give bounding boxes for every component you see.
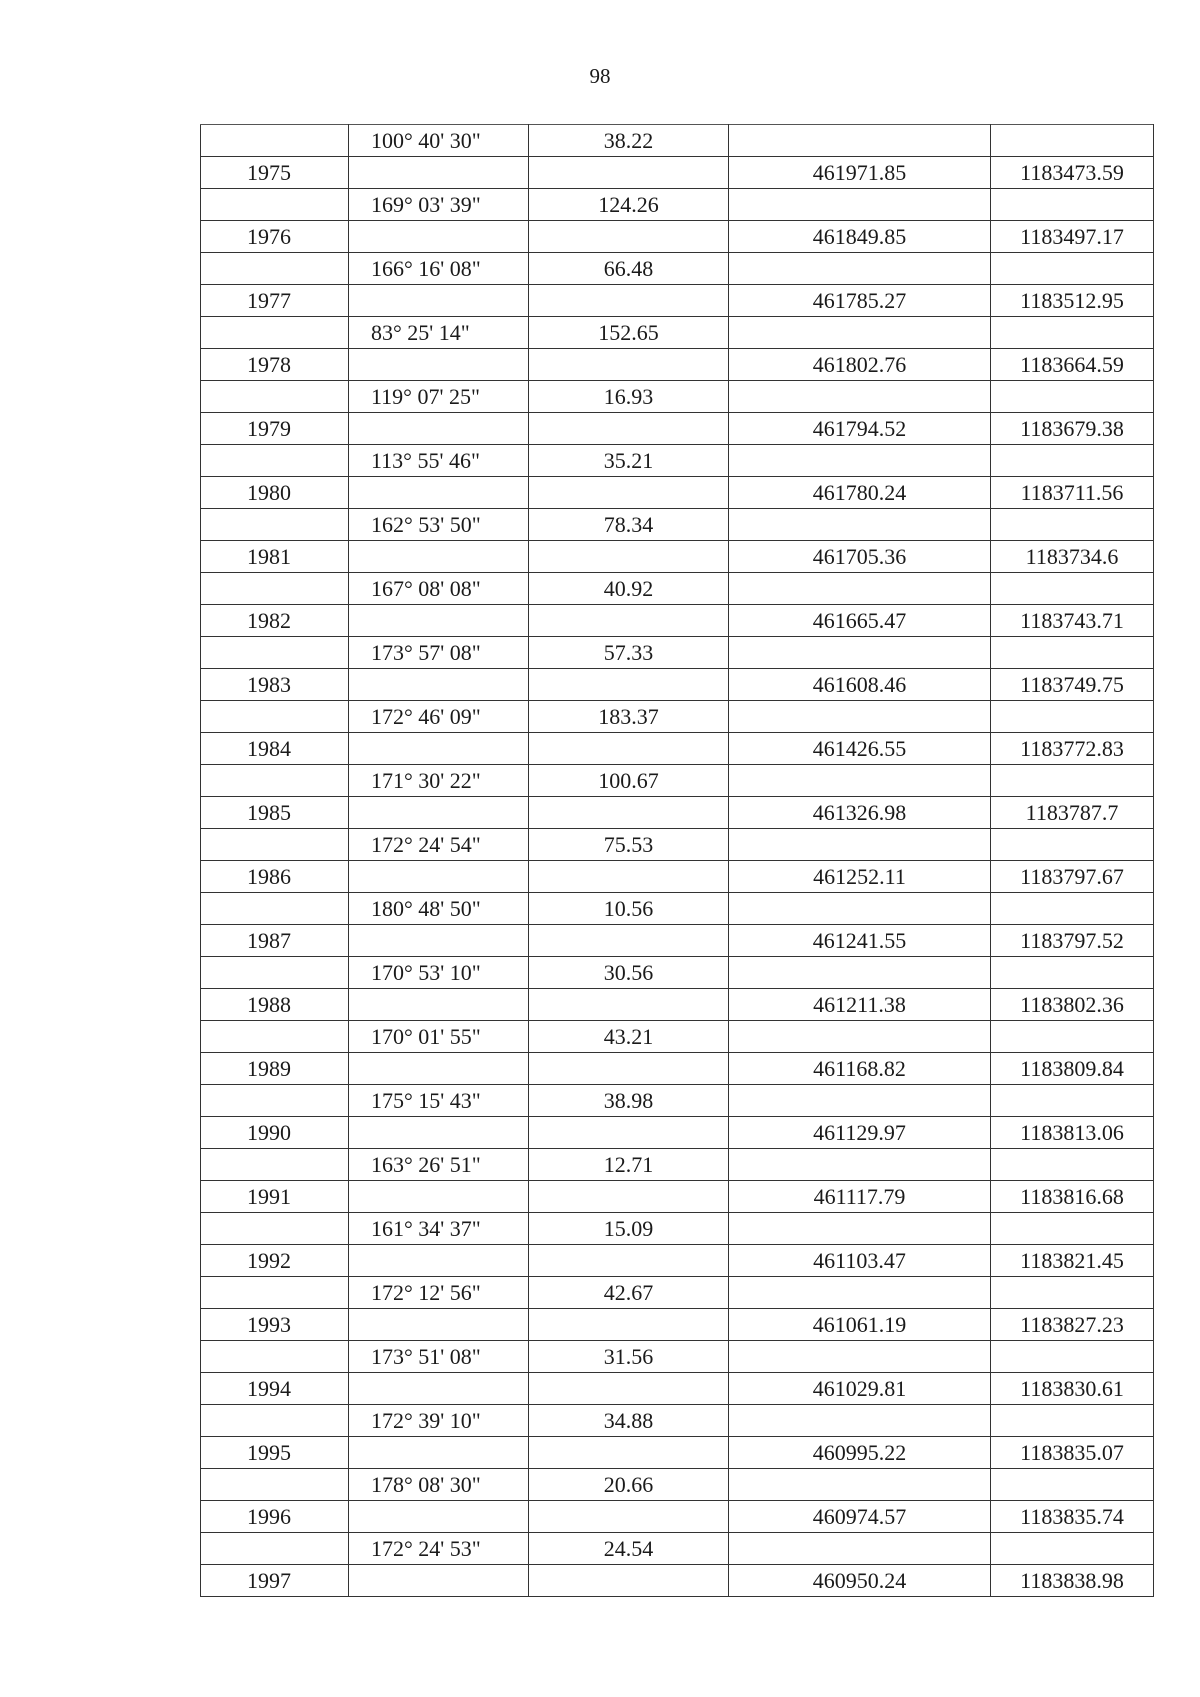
station-cell: 1982 xyxy=(201,605,349,637)
easting-cell: 1183827.23 xyxy=(991,1309,1154,1341)
station-cell: 1991 xyxy=(201,1181,349,1213)
northing-cell xyxy=(729,1085,991,1117)
northing-cell: 461129.97 xyxy=(729,1117,991,1149)
station-cell xyxy=(201,189,349,221)
station-cell xyxy=(201,637,349,669)
station-cell xyxy=(201,381,349,413)
point-row xyxy=(201,1373,1154,1405)
line-row xyxy=(201,701,1154,733)
station-cell xyxy=(201,1533,349,1565)
station-cell xyxy=(201,125,349,157)
distance-cell: 38.22 xyxy=(529,125,729,157)
easting-cell: 1183821.45 xyxy=(991,1245,1154,1277)
line-row xyxy=(201,957,1154,989)
line-row xyxy=(201,1149,1154,1181)
line-row xyxy=(201,125,1154,157)
distance-cell xyxy=(529,1565,729,1597)
station-cell: 1985 xyxy=(201,797,349,829)
bearing-cell: 172° 46' 09" xyxy=(349,701,529,733)
northing-cell: 461971.85 xyxy=(729,157,991,189)
distance-cell: 20.66 xyxy=(529,1469,729,1501)
distance-cell: 24.54 xyxy=(529,1533,729,1565)
distance-cell: 38.98 xyxy=(529,1085,729,1117)
bearing-cell xyxy=(349,349,529,381)
distance-cell xyxy=(529,285,729,317)
northing-cell xyxy=(729,1469,991,1501)
northing-cell xyxy=(729,1533,991,1565)
bearing-cell: 172° 12' 56" xyxy=(349,1277,529,1309)
line-row xyxy=(201,1405,1154,1437)
northing-cell xyxy=(729,189,991,221)
easting-cell xyxy=(991,1021,1154,1053)
northing-cell xyxy=(729,1149,991,1181)
northing-cell xyxy=(729,125,991,157)
bearing-cell xyxy=(349,413,529,445)
distance-cell: 183.37 xyxy=(529,701,729,733)
distance-cell: 31.56 xyxy=(529,1341,729,1373)
line-row xyxy=(201,381,1154,413)
line-row xyxy=(201,765,1154,797)
northing-cell: 461785.27 xyxy=(729,285,991,317)
line-row xyxy=(201,1213,1154,1245)
easting-cell xyxy=(991,893,1154,925)
bearing-cell: 173° 51' 08" xyxy=(349,1341,529,1373)
line-row xyxy=(201,893,1154,925)
northing-cell xyxy=(729,509,991,541)
northing-cell: 461849.85 xyxy=(729,221,991,253)
bearing-cell: 163° 26' 51" xyxy=(349,1149,529,1181)
distance-cell xyxy=(529,1501,729,1533)
northing-cell: 461794.52 xyxy=(729,413,991,445)
northing-cell xyxy=(729,1021,991,1053)
station-cell xyxy=(201,957,349,989)
easting-cell: 1183734.6 xyxy=(991,541,1154,573)
distance-cell: 75.53 xyxy=(529,829,729,861)
distance-cell: 12.71 xyxy=(529,1149,729,1181)
easting-cell xyxy=(991,445,1154,477)
bearing-cell xyxy=(349,285,529,317)
distance-cell xyxy=(529,157,729,189)
northing-cell: 461241.55 xyxy=(729,925,991,957)
northing-cell: 461780.24 xyxy=(729,477,991,509)
point-row xyxy=(201,1309,1154,1341)
station-cell: 1975 xyxy=(201,157,349,189)
bearing-cell xyxy=(349,733,529,765)
station-cell: 1994 xyxy=(201,1373,349,1405)
bearing-cell: 170° 53' 10" xyxy=(349,957,529,989)
northing-cell xyxy=(729,1277,991,1309)
bearing-cell: 167° 08' 08" xyxy=(349,573,529,605)
easting-cell xyxy=(991,1533,1154,1565)
northing-cell xyxy=(729,1405,991,1437)
distance-cell xyxy=(529,861,729,893)
easting-cell xyxy=(991,957,1154,989)
line-row xyxy=(201,1021,1154,1053)
distance-cell xyxy=(529,221,729,253)
station-cell: 1987 xyxy=(201,925,349,957)
line-row xyxy=(201,1341,1154,1373)
station-cell: 1996 xyxy=(201,1501,349,1533)
station-cell xyxy=(201,893,349,925)
northing-cell: 460995.22 xyxy=(729,1437,991,1469)
northing-cell: 461117.79 xyxy=(729,1181,991,1213)
station-cell: 1983 xyxy=(201,669,349,701)
easting-cell: 1183787.7 xyxy=(991,797,1154,829)
bearing-cell xyxy=(349,1117,529,1149)
bearing-cell xyxy=(349,797,529,829)
distance-cell: 34.88 xyxy=(529,1405,729,1437)
easting-cell: 1183838.98 xyxy=(991,1565,1154,1597)
station-cell: 1978 xyxy=(201,349,349,381)
distance-cell xyxy=(529,925,729,957)
distance-cell: 152.65 xyxy=(529,317,729,349)
point-row xyxy=(201,285,1154,317)
distance-cell xyxy=(529,669,729,701)
point-row xyxy=(201,1181,1154,1213)
bearing-cell: 171° 30' 22" xyxy=(349,765,529,797)
distance-cell: 10.56 xyxy=(529,893,729,925)
bearing-cell xyxy=(349,1181,529,1213)
station-cell: 1981 xyxy=(201,541,349,573)
bearing-cell xyxy=(349,669,529,701)
easting-cell: 1183679.38 xyxy=(991,413,1154,445)
distance-cell: 42.67 xyxy=(529,1277,729,1309)
distance-cell xyxy=(529,1245,729,1277)
line-row xyxy=(201,253,1154,285)
distance-cell: 43.21 xyxy=(529,1021,729,1053)
easting-cell: 1183809.84 xyxy=(991,1053,1154,1085)
station-cell: 1989 xyxy=(201,1053,349,1085)
bearing-cell: 169° 03' 39" xyxy=(349,189,529,221)
bearing-cell: 173° 57' 08" xyxy=(349,637,529,669)
point-row xyxy=(201,797,1154,829)
station-cell xyxy=(201,445,349,477)
line-row xyxy=(201,445,1154,477)
point-row xyxy=(201,605,1154,637)
bearing-cell xyxy=(349,221,529,253)
bearing-cell: 172° 24' 54" xyxy=(349,829,529,861)
bearing-cell xyxy=(349,1501,529,1533)
line-row xyxy=(201,1277,1154,1309)
distance-cell: 30.56 xyxy=(529,957,729,989)
station-cell xyxy=(201,1085,349,1117)
survey-coordinate-table xyxy=(200,124,1154,1597)
easting-cell xyxy=(991,381,1154,413)
northing-cell xyxy=(729,637,991,669)
line-row xyxy=(201,1533,1154,1565)
distance-cell: 16.93 xyxy=(529,381,729,413)
point-row xyxy=(201,349,1154,381)
bearing-cell xyxy=(349,989,529,1021)
easting-cell xyxy=(991,125,1154,157)
northing-cell xyxy=(729,893,991,925)
northing-cell: 461211.38 xyxy=(729,989,991,1021)
distance-cell: 66.48 xyxy=(529,253,729,285)
distance-cell xyxy=(529,797,729,829)
easting-cell: 1183797.67 xyxy=(991,861,1154,893)
northing-cell xyxy=(729,253,991,285)
bearing-cell xyxy=(349,1565,529,1597)
easting-cell: 1183512.95 xyxy=(991,285,1154,317)
point-row xyxy=(201,477,1154,509)
northing-cell: 461802.76 xyxy=(729,349,991,381)
easting-cell xyxy=(991,509,1154,541)
bearing-cell xyxy=(349,1373,529,1405)
bearing-cell xyxy=(349,477,529,509)
distance-cell xyxy=(529,413,729,445)
easting-cell xyxy=(991,1213,1154,1245)
easting-cell: 1183772.83 xyxy=(991,733,1154,765)
easting-cell xyxy=(991,573,1154,605)
point-row xyxy=(201,733,1154,765)
distance-cell xyxy=(529,541,729,573)
distance-cell xyxy=(529,733,729,765)
northing-cell: 461326.98 xyxy=(729,797,991,829)
bearing-cell: 162° 53' 50" xyxy=(349,509,529,541)
station-cell xyxy=(201,1405,349,1437)
easting-cell xyxy=(991,1085,1154,1117)
easting-cell xyxy=(991,637,1154,669)
line-row xyxy=(201,829,1154,861)
point-row xyxy=(201,989,1154,1021)
point-row xyxy=(201,1565,1154,1597)
point-row xyxy=(201,221,1154,253)
distance-cell: 35.21 xyxy=(529,445,729,477)
point-row xyxy=(201,1437,1154,1469)
easting-cell xyxy=(991,1469,1154,1501)
bearing-cell: 172° 24' 53" xyxy=(349,1533,529,1565)
line-row xyxy=(201,189,1154,221)
easting-cell xyxy=(991,829,1154,861)
northing-cell xyxy=(729,317,991,349)
bearing-cell xyxy=(349,1053,529,1085)
station-cell xyxy=(201,1213,349,1245)
bearing-cell: 113° 55' 46" xyxy=(349,445,529,477)
station-cell: 1976 xyxy=(201,221,349,253)
northing-cell xyxy=(729,829,991,861)
northing-cell: 461029.81 xyxy=(729,1373,991,1405)
distance-cell xyxy=(529,1437,729,1469)
line-row xyxy=(201,509,1154,541)
easting-cell: 1183830.61 xyxy=(991,1373,1154,1405)
northing-cell xyxy=(729,957,991,989)
easting-cell xyxy=(991,317,1154,349)
distance-cell xyxy=(529,1181,729,1213)
station-cell: 1980 xyxy=(201,477,349,509)
station-cell: 1995 xyxy=(201,1437,349,1469)
bearing-cell xyxy=(349,1309,529,1341)
station-cell: 1986 xyxy=(201,861,349,893)
easting-cell: 1183711.56 xyxy=(991,477,1154,509)
distance-cell: 57.33 xyxy=(529,637,729,669)
northing-cell: 461608.46 xyxy=(729,669,991,701)
station-cell: 1984 xyxy=(201,733,349,765)
distance-cell xyxy=(529,605,729,637)
line-row xyxy=(201,317,1154,349)
point-row xyxy=(201,1117,1154,1149)
northing-cell: 461168.82 xyxy=(729,1053,991,1085)
bearing-cell: 170° 01' 55" xyxy=(349,1021,529,1053)
point-row xyxy=(201,925,1154,957)
station-cell xyxy=(201,829,349,861)
distance-cell xyxy=(529,477,729,509)
easting-cell: 1183749.75 xyxy=(991,669,1154,701)
northing-cell: 461665.47 xyxy=(729,605,991,637)
station-cell: 1993 xyxy=(201,1309,349,1341)
station-cell xyxy=(201,1469,349,1501)
easting-cell: 1183813.06 xyxy=(991,1117,1154,1149)
point-row xyxy=(201,541,1154,573)
northing-cell xyxy=(729,1341,991,1373)
easting-cell: 1183497.17 xyxy=(991,221,1154,253)
easting-cell xyxy=(991,701,1154,733)
station-cell: 1977 xyxy=(201,285,349,317)
bearing-cell xyxy=(349,1437,529,1469)
point-row xyxy=(201,1245,1154,1277)
line-row xyxy=(201,573,1154,605)
northing-cell xyxy=(729,701,991,733)
northing-cell: 460974.57 xyxy=(729,1501,991,1533)
northing-cell xyxy=(729,573,991,605)
bearing-cell xyxy=(349,157,529,189)
line-row xyxy=(201,1469,1154,1501)
distance-cell: 15.09 xyxy=(529,1213,729,1245)
distance-cell: 78.34 xyxy=(529,509,729,541)
bearing-cell: 83° 25' 14" xyxy=(349,317,529,349)
station-cell xyxy=(201,701,349,733)
distance-cell: 40.92 xyxy=(529,573,729,605)
point-row xyxy=(201,669,1154,701)
northing-cell xyxy=(729,765,991,797)
easting-cell xyxy=(991,253,1154,285)
bearing-cell: 161° 34' 37" xyxy=(349,1213,529,1245)
easting-cell xyxy=(991,1277,1154,1309)
easting-cell xyxy=(991,765,1154,797)
bearing-cell: 175° 15' 43" xyxy=(349,1085,529,1117)
easting-cell: 1183802.36 xyxy=(991,989,1154,1021)
station-cell xyxy=(201,1341,349,1373)
northing-cell: 461103.47 xyxy=(729,1245,991,1277)
easting-cell: 1183664.59 xyxy=(991,349,1154,381)
station-cell xyxy=(201,253,349,285)
bearing-cell: 180° 48' 50" xyxy=(349,893,529,925)
northing-cell: 461426.55 xyxy=(729,733,991,765)
station-cell xyxy=(201,765,349,797)
northing-cell xyxy=(729,445,991,477)
easting-cell: 1183743.71 xyxy=(991,605,1154,637)
easting-cell: 1183835.07 xyxy=(991,1437,1154,1469)
easting-cell xyxy=(991,189,1154,221)
bearing-cell xyxy=(349,861,529,893)
bearing-cell: 100° 40' 30" xyxy=(349,125,529,157)
line-row xyxy=(201,1085,1154,1117)
bearing-cell xyxy=(349,1245,529,1277)
easting-cell: 1183473.59 xyxy=(991,157,1154,189)
easting-cell xyxy=(991,1149,1154,1181)
point-row xyxy=(201,413,1154,445)
station-cell: 1979 xyxy=(201,413,349,445)
point-row xyxy=(201,1501,1154,1533)
distance-cell xyxy=(529,1117,729,1149)
station-cell xyxy=(201,573,349,605)
distance-cell xyxy=(529,989,729,1021)
bearing-cell xyxy=(349,925,529,957)
station-cell xyxy=(201,1149,349,1181)
station-cell xyxy=(201,1021,349,1053)
bearing-cell: 119° 07' 25" xyxy=(349,381,529,413)
distance-cell xyxy=(529,1053,729,1085)
bearing-cell: 178° 08' 30" xyxy=(349,1469,529,1501)
point-row xyxy=(201,1053,1154,1085)
northing-cell xyxy=(729,1213,991,1245)
northing-cell xyxy=(729,381,991,413)
bearing-cell: 172° 39' 10" xyxy=(349,1405,529,1437)
distance-cell: 100.67 xyxy=(529,765,729,797)
easting-cell: 1183835.74 xyxy=(991,1501,1154,1533)
distance-cell: 124.26 xyxy=(529,189,729,221)
northing-cell: 461705.36 xyxy=(729,541,991,573)
station-cell xyxy=(201,1277,349,1309)
northing-cell: 460950.24 xyxy=(729,1565,991,1597)
distance-cell xyxy=(529,1373,729,1405)
point-row xyxy=(201,157,1154,189)
distance-cell xyxy=(529,349,729,381)
easting-cell: 1183797.52 xyxy=(991,925,1154,957)
bearing-cell: 166° 16' 08" xyxy=(349,253,529,285)
easting-cell: 1183816.68 xyxy=(991,1181,1154,1213)
page-number: 98 xyxy=(589,64,611,88)
station-cell: 1988 xyxy=(201,989,349,1021)
northing-cell: 461252.11 xyxy=(729,861,991,893)
northing-cell: 461061.19 xyxy=(729,1309,991,1341)
point-row xyxy=(201,861,1154,893)
easting-cell xyxy=(991,1341,1154,1373)
distance-cell xyxy=(529,1309,729,1341)
station-cell: 1990 xyxy=(201,1117,349,1149)
station-cell: 1992 xyxy=(201,1245,349,1277)
station-cell xyxy=(201,509,349,541)
line-row xyxy=(201,637,1154,669)
easting-cell xyxy=(991,1405,1154,1437)
station-cell: 1997 xyxy=(201,1565,349,1597)
station-cell xyxy=(201,317,349,349)
bearing-cell xyxy=(349,541,529,573)
bearing-cell xyxy=(349,605,529,637)
